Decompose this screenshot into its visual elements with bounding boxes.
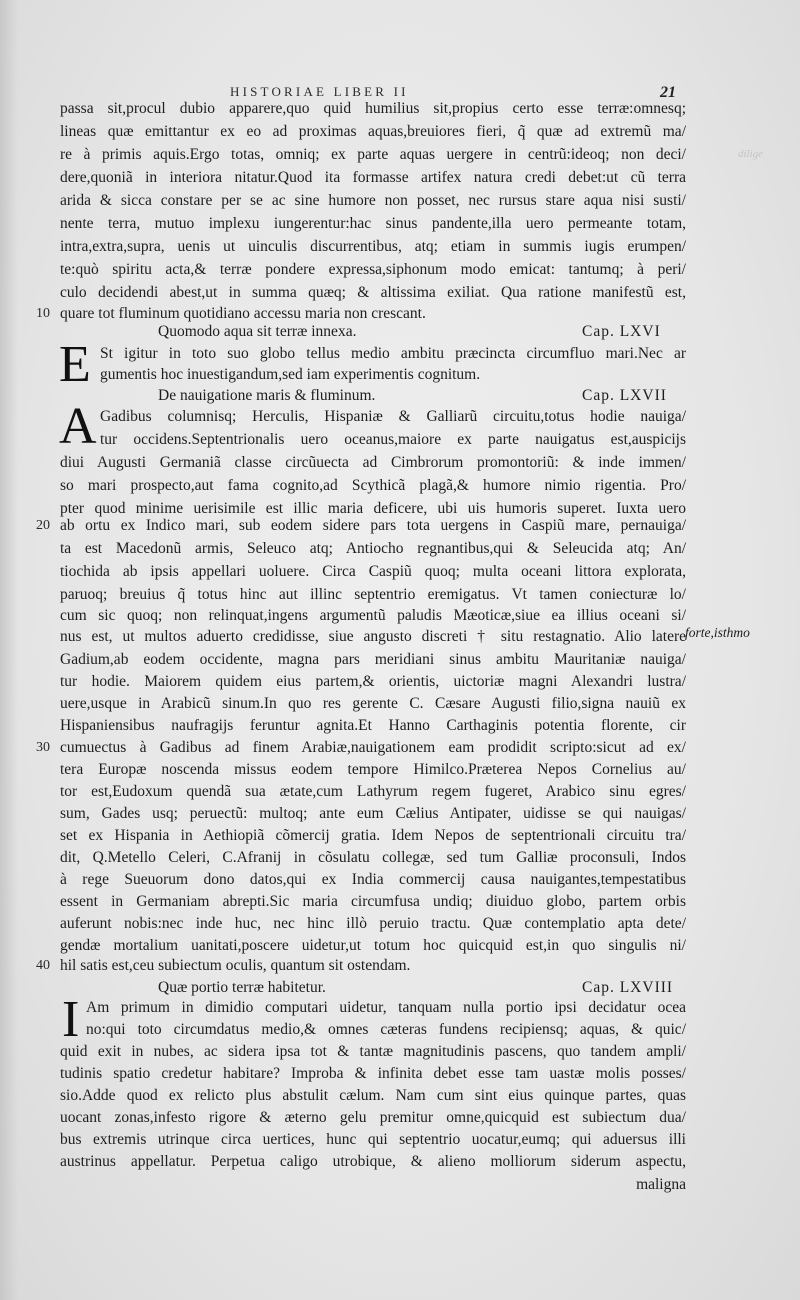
chapter-number: Cap. LXVIII — [582, 979, 674, 996]
text-line: gumentis hoc inuestigandum,sed iam experimentis cognitum. — [100, 366, 481, 383]
text-line: auferunt nobis:nec inde huc, nec hinc illò peruio tractu. Quæ contemplatio apta dete/ — [60, 915, 686, 932]
text-line: passa sit,procul dubio apparere,quo quid humilius sit,propius certo esse terræ:omnesq; — [60, 100, 686, 117]
chapter-number: Cap. LXVII — [582, 387, 667, 404]
text-line: cum sic quoq; non relinquat,ingens argumentũ paludis Mæoticæ,siue ea illius oceani si/ — [60, 607, 686, 624]
text-line: cumuectus à Gadibus ad finem Arabiæ,nauigationem eam prodidit scripto:sicut ad ex/ — [60, 739, 686, 756]
line-number: 20 — [36, 518, 50, 533]
text-line: pter quod minime uerisimile est illic maria deficere, ubi uis humoris superet. Iuxta uero — [60, 500, 686, 517]
text-line: gendæ mortalium uanitati,poscere uidetur,ut totum hoc quicquid est,in quo singulis ni/ — [60, 937, 686, 954]
drop-cap: E — [59, 336, 91, 393]
text-line: tiochida ab ipsis appellari uoluere. Circa Caspiũ quoq; multa oceani littora explorata, — [60, 563, 686, 580]
chapter-title: De nauigatione maris & fluminum. — [158, 387, 376, 404]
drop-cap: A — [59, 398, 97, 455]
text-line: Gadium,ab eodem occidente, magna pars meridiani sinus ambitu Mauritaniæ nauiga/ — [60, 651, 686, 668]
text-line: arida & sicca constare per se ac sine humore non posset, nec rursus stare aqua nisi susti/ — [60, 192, 686, 209]
text-line: re à primis aquis.Ergo totas, omniq; ex parte aquas uergere in centrũ:ideoq; non deci/ — [60, 146, 686, 163]
text-line: tur hodie. Maiorem quidem eius partem,& orientis, uictoriæ magni Alexandri lustra/ — [60, 673, 686, 690]
text-line: diui Augusti Germaniã classe circũuecta ad Cimbrorum promontoriũ: & inde immen/ — [60, 454, 686, 471]
text-line: uocant zonas,infesto rigore & æterno gelu premitur omne,quicquid est subiectum dua/ — [60, 1109, 686, 1126]
text-line: quare tot fluminum quotidiano accessu maria non crescant. — [60, 305, 426, 322]
chapter-title: Quomodo aqua sit terræ innexa. — [158, 323, 357, 340]
text-line: essent in Germaniam abrepti.Sic maria circumfusa undiq; diuiduo globo, partem orbis — [60, 893, 686, 910]
text-line: sio.Adde quod ex relicto plus abstulit cælum. Nam cum sint eius quinque partes, quas — [60, 1087, 686, 1104]
text-line: quid exit in nubes, ac sidera ipsa tot & tantæ magnitudinis pascens, quo tandem ampli/ — [60, 1043, 686, 1060]
text-line: set ex Hispania in Aethiopiã cõmercij gratia. Idem Nepos de septentrionali circuitu tra/ — [60, 827, 686, 844]
text-line: St igitur in toto suo globo tellus medio ambitu præcincta circumfluo mari.Nec ar — [100, 345, 686, 362]
bleed-through-text: dilige — [738, 148, 764, 160]
running-header: HISTORIAE LIBER II — [230, 84, 409, 99]
page-edge-shadow — [0, 0, 18, 1300]
chapter-heading — [158, 385, 686, 407]
text-line: tur occidens.Septentrionalis uero oceanus,maiore ex parte nauigatus est,auspicijs — [100, 431, 686, 448]
text-line: à rege Sueuorum dono datos,qui ex India commercij causa nauigantes,tempestatibus — [60, 871, 686, 888]
text-line: austrinus appellatur. Perpetua caligo utrobique, & alieno molliorum siderum aspectu, — [60, 1153, 686, 1170]
catchword: maligna — [636, 1176, 686, 1193]
chapter-title: Quæ portio terræ habitetur. — [158, 979, 326, 996]
text-line: te:quò spiritu acta,& terræ pondere expressa,siphonum modo emicat: tantumq; à peri/ — [60, 261, 686, 278]
marginal-annotation: forte,isthmo — [685, 625, 750, 640]
text-line: paruoq; breuius q̃ totus hinc aut illinc septentrio eremigatus. Vt tamen coniecturæ lo/ — [60, 586, 686, 603]
text-line: dere,quoniã in interiora nitatur.Quod ita formasse artifex natura credi debet:ut cũ terra — [60, 169, 686, 186]
text-line: intra,extra,supra, uenis ut uinculis discurrentibus, atq; etiam in summis iugis erumpen/ — [60, 238, 686, 255]
text-line: tera Europæ noscenda missus eodem tempore Himilco.Præterea Nepos Cornelius au/ — [60, 761, 686, 778]
text-line: dit, Q.Metello Celeri, C.Afranij in cõsulatu collegæ, sed tum Galliæ proconsuli, Indos — [60, 849, 686, 866]
text-line: uere,usque in Arabicũ sinum.In quo res gerente C. Cæsare Augusti filio,signa nauiũ ex — [60, 695, 686, 712]
text-line: bus extremis utrinque circa uertices, hunc qui septentrio uocatur,eumq; qui aduersus illi — [60, 1131, 686, 1148]
chapter-number: Cap. LXVI — [582, 323, 661, 340]
text-line: culo decidendi abest,ut in summa quæq; & altissima exiliat. Qua ratione manifestũ est, — [60, 284, 686, 301]
text-line: tudinis spatio credetur habitare? Improba & infinita debet esse tam uastæ molis posses/ — [60, 1065, 686, 1082]
text-line: hil satis est,ceu subiectum oculis, quantum sit ostendam. — [60, 957, 411, 974]
text-line: lineas quæ emittantur ex eo ad proximas aquas,breuiores fieri, q̃ quæ ad extremũ ma/ — [60, 123, 686, 140]
text-line: nus est, ut multos aduerto credidisse, siue angusto discreti † situ restagnatio. Alio latere — [60, 628, 686, 645]
text-line: so mari prospecto,aut fama cognito,ad Scythicã plagã,& humore nimio rigentia. Pro/ — [60, 477, 686, 494]
text-line: Hispaniensibus naufragijs feruntur agnita.Et Hanno Carthaginis potentia florente, cir — [60, 717, 686, 734]
line-number: 30 — [36, 740, 50, 755]
text-line: Gadibus columnisq; Herculis, Hispaniæ & Galliarũ circuitu,totus hodie nauiga/ — [100, 408, 686, 425]
page-number: 21 — [660, 84, 676, 101]
chapter-heading — [158, 977, 686, 999]
line-number: 40 — [36, 958, 50, 973]
line-number: 10 — [36, 306, 50, 321]
text-line: sum, Gades usq; peruectũ: multoq; ante eum Cælius Antipater, uidisse se qui nauigas/ — [60, 805, 686, 822]
text-line: no:qui toto circumdatus medio,& omnes cæteras fundens recipiensq; aquas, & quic/ — [86, 1021, 686, 1038]
text-line: tor est,Eudoxum quendã sua ætate,cum Lathyrum regem fugeret, Arabico sinu egres/ — [60, 783, 686, 800]
text-line: Am primum in dimidio computari uidetur, tanquam nulla portio ipsi decidatur ocea — [86, 999, 686, 1016]
text-line: ab ortu ex Indico mari, sub eodem sidere pars tota uergens in Caspiũ mare, pernauiga/ — [60, 517, 686, 534]
text-line: nente terra, mutuo implexu iungerentur:hac sinus pandente,illa uero permeante totam, — [60, 215, 686, 232]
chapter-heading — [158, 321, 686, 343]
drop-cap: I — [62, 991, 80, 1048]
text-line: ta est Macedonũ armis, Seleuco atq; Antiocho regnantibus,qui & Seleucida atq; An/ — [60, 540, 686, 557]
